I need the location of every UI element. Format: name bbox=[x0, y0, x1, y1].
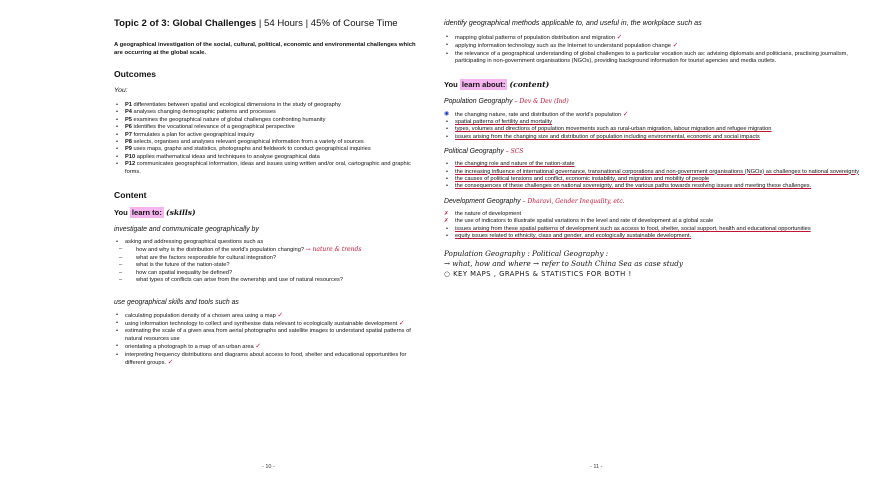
list-item: • the causes of political tensions and conflict, economic instability, and migration and mobility of people bbox=[444, 176, 862, 183]
right-page bbox=[432, 0, 870, 500]
list-item: ◉ the changing nature, rate and distribution of the world's population ✓ bbox=[444, 111, 862, 119]
political-list bbox=[444, 161, 862, 191]
list-item: ✗ the nature of development bbox=[444, 211, 862, 218]
outcomes-you: You: bbox=[114, 87, 128, 94]
tick-icon: ✓ bbox=[255, 343, 262, 351]
list-item: • spatial patterns of fertility and mortality bbox=[444, 119, 862, 126]
handwritten-note: – Dharavi, Gender Inequality, etc. bbox=[522, 197, 625, 205]
outcome-item: • P1 differentiates between spatial and ecological dimensions in the study of geography bbox=[114, 102, 422, 109]
list-item: • applying information technology such as the Internet to understand population change ✓ bbox=[444, 42, 862, 50]
tick-icon: ✓ bbox=[672, 42, 679, 50]
outcome-item: • P4 analyses changing demographic patterns and processes bbox=[114, 109, 422, 116]
development-heading: Development Geography – Dharavi, Gender Inequality, etc. bbox=[444, 197, 625, 205]
handwritten-notes bbox=[444, 249, 862, 279]
handwritten-note: – Dev & Dev (Ind) bbox=[514, 97, 569, 105]
skills-list bbox=[114, 312, 422, 368]
content-note: (content) bbox=[509, 79, 550, 89]
methods-list bbox=[444, 34, 862, 66]
methods-subheading: identify geographical methods applicable to, and useful in, the workplace such as bbox=[444, 18, 702, 27]
topic-intro: A geographical investigation of the social, cultural, political, economic and environmental challenges which are occurring at the global scale. bbox=[114, 42, 416, 56]
list-item: • the consequences of these challenges on national sovereignty, and the various paths towards resolving issues and meeting these challenges. bbox=[444, 183, 862, 190]
handwritten-note: – SCS bbox=[505, 148, 524, 156]
handwritten-note-line: Population Geography : Political Geography : bbox=[444, 248, 609, 258]
outcome-item: • P12 communicates geographical information, ideas and issues using written and/or oral, cartographic and graphic forms. bbox=[114, 161, 422, 176]
skills-subheading: use geographical skills and tools such as bbox=[114, 298, 239, 306]
list-item: • the relevance of a geographical understanding of global challenges to a particular vocation such as: advising diplomats and politicians, practising journalism, participating in non-government organisations (NGOs), providing background information for tourist agencies and media outlets. bbox=[444, 51, 862, 66]
tick-icon: ✓ bbox=[622, 110, 629, 118]
learn-about-heading: You learn about: (content) bbox=[444, 79, 550, 89]
list-item: – what are the factors responsible for cultural integration? bbox=[114, 255, 422, 262]
investigate-list bbox=[114, 239, 422, 284]
list-item: – how can spatial inequality be defined? bbox=[114, 270, 422, 277]
outcomes-heading: Outcomes bbox=[114, 69, 157, 79]
list-item: • types, volumes and directions of population movements such as rural-urban migration, labour migration and refugee migration bbox=[444, 126, 862, 133]
tick-icon: ✓ bbox=[277, 311, 284, 319]
list-item: • equity issues related to ethnicity, class and gender, and ecologically sustainable development. bbox=[444, 233, 862, 240]
outcome-item: • P6 identifies the vocational relevance of a geographical perspective bbox=[114, 124, 422, 131]
political-heading: Political Geography – SCS bbox=[444, 148, 524, 156]
learn-to-heading: You learn to: (skills) bbox=[114, 208, 196, 218]
topic-title: Topic 2 of 3: Global Challenges | 54 Hours | 45% of Course Time bbox=[114, 18, 398, 29]
investigate-subheading: investigate and communicate geographically by bbox=[114, 226, 259, 234]
outcome-item: • P8 selects, organises and analyses relevant geographical information from a variety of sources bbox=[114, 139, 422, 146]
list-item: • calculating population density of a chosen area using a map ✓ bbox=[114, 312, 422, 320]
list-item: • estimating the scale of a given area from aerial photographs and satellite images to understand spatial patterns of natural resources use bbox=[114, 328, 422, 343]
list-item: – how and why is the distribution of the world's population changing? → nature & trends bbox=[114, 246, 422, 254]
outcome-item: • P5 examines the geographical nature of global challenges confronting humanity bbox=[114, 117, 422, 124]
list-item: • issues arising from the changing size and distribution of population including environmental, economic and social impacts bbox=[444, 134, 862, 141]
content-heading: Content bbox=[114, 190, 147, 201]
list-item: ✗ the use of indicators to illustrate spatial variations in the level and rate of development at a global scale bbox=[444, 218, 862, 225]
list-item: • orientating a photograph to a map of an urban area ✓ bbox=[114, 343, 422, 351]
list-item: • asking and addressing geographical questions such as bbox=[114, 239, 422, 246]
development-list bbox=[444, 211, 862, 241]
tick-icon: ✓ bbox=[167, 358, 174, 366]
list-item: • interpreting frequency distributions and diagrams about access to food, shelter and educational opportunities for different groups. ✓ bbox=[114, 352, 422, 368]
handwritten-note-line: → what, how and where → refer to South China Sea as case study bbox=[444, 258, 683, 268]
left-page bbox=[0, 0, 430, 500]
skills-note: (skills) bbox=[165, 208, 196, 218]
page-number: - 11 - bbox=[590, 464, 603, 470]
list-item: – what is the future of the nation-state? bbox=[114, 262, 422, 269]
handwritten-note-line: ○ KEY MAPS , GRAPHS & STATISTICS FOR BOTH ! bbox=[444, 269, 632, 278]
list-item: • the changing role and nature of the nation-state bbox=[444, 161, 862, 168]
list-item: – what types of conflicts can arise from the ownership and use of natural resources? bbox=[114, 277, 422, 284]
list-item: • the increasing influence of international governance, transnational corporations and non-government organisations (NGOs) as challenges to national sovereignty bbox=[444, 169, 862, 176]
population-heading: Population Geography – Dev & Dev (Ind) bbox=[444, 97, 569, 105]
tick-icon: ✓ bbox=[398, 319, 405, 327]
list-item: • mapping global patterns of population distribution and migration ✓ bbox=[444, 34, 862, 42]
outcome-item: • P10 applies mathematical ideas and techniques to analyse geographical data bbox=[114, 154, 422, 161]
outcomes-list bbox=[114, 102, 422, 176]
list-item: • using information technology to collect and synthesise data relevant to ecologically sustainable development ✓ bbox=[114, 320, 422, 328]
tick-icon: ✓ bbox=[616, 34, 623, 41]
handwritten-note: → nature & trends bbox=[305, 246, 362, 254]
outcome-item: • P7 formulates a plan for active geographical inquiry bbox=[114, 132, 422, 139]
outcome-item: • P9 uses maps, graphs and statistics, photographs and fieldwork to conduct geographical inquiries bbox=[114, 146, 422, 153]
page-number: - 10 - bbox=[262, 464, 275, 470]
list-item: • issues arising from these spatial patterns of development such as access to food, shelter, social support, health and educational opportunities bbox=[444, 226, 862, 233]
population-list bbox=[444, 111, 862, 142]
